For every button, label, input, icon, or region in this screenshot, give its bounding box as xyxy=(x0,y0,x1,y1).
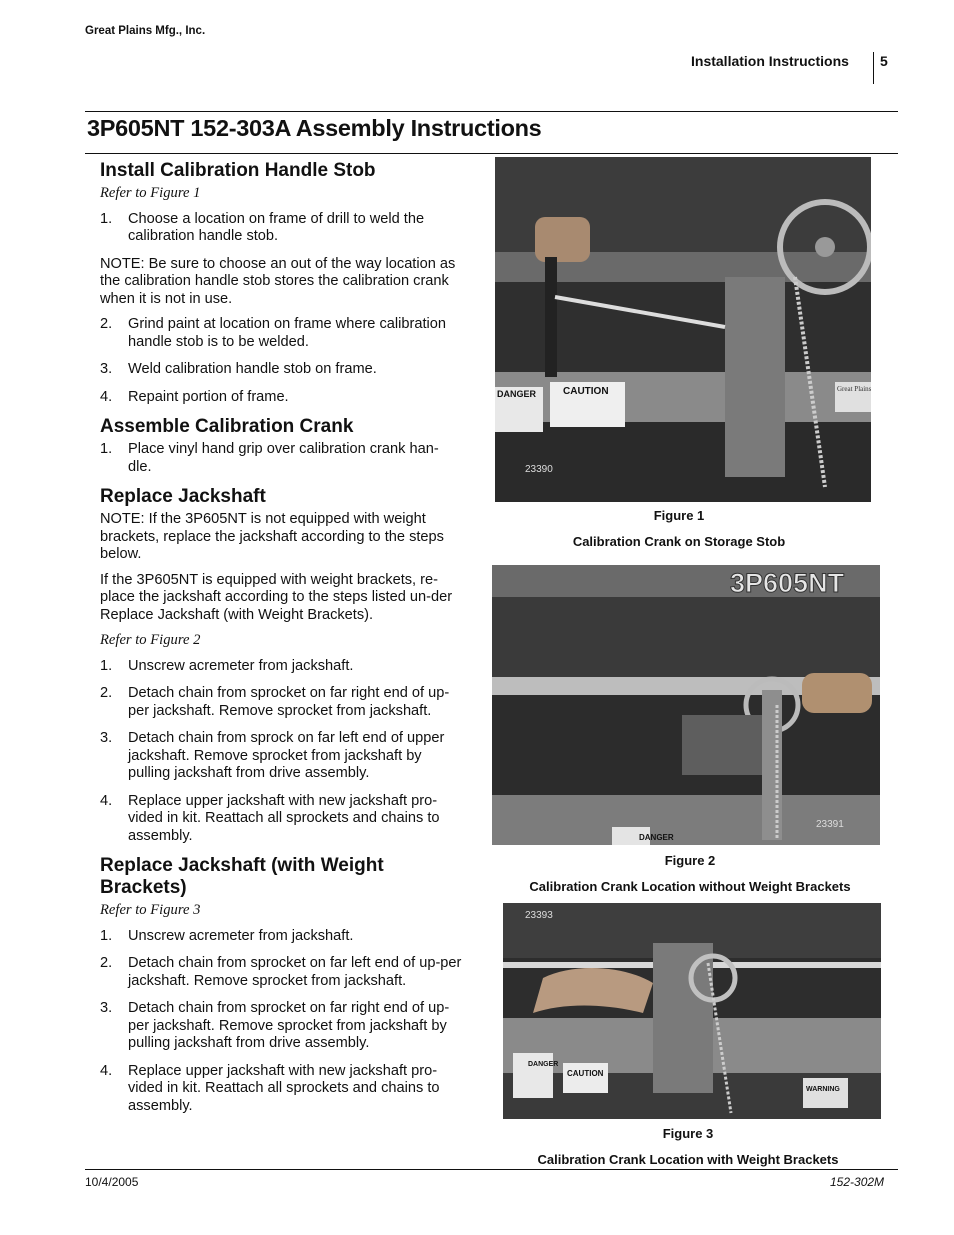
section-heading: Install Calibration Handle Stob xyxy=(100,160,376,181)
figure-1-caption: Calibration Crank on Storage Stob xyxy=(572,534,786,549)
step-text: Unscrew acremeter from jackshaft. xyxy=(128,657,354,674)
figure-reference: Refer to Figure 1 xyxy=(100,185,201,201)
company-name: Great Plains Mfg., Inc. xyxy=(85,25,206,37)
step-text: Grind paint at location on frame where calibration handle stob is to be welded. xyxy=(128,316,446,350)
step-item xyxy=(100,928,462,946)
running-header: Installation Instructions xyxy=(691,53,849,69)
step-number: 3. xyxy=(100,730,113,746)
figure-reference: Refer to Figure 3 xyxy=(100,902,201,918)
footer-date: 10/4/2005 xyxy=(85,1175,139,1189)
figure-2-model-decal: 3P605NT xyxy=(730,568,845,598)
step-number: 4. xyxy=(100,792,113,809)
step-text: Choose a location on frame of drill to weld the calibration handle stob. xyxy=(128,210,425,244)
step-number: 4. xyxy=(100,1062,113,1079)
step-item xyxy=(100,316,462,351)
figure-1-photo-id: 23390 xyxy=(525,464,553,475)
footer-rule xyxy=(85,1169,898,1170)
step-number: 3. xyxy=(100,361,113,377)
step-number: 1. xyxy=(100,927,113,944)
figure-2-photo xyxy=(492,565,880,845)
step-item xyxy=(100,1063,462,1116)
step-item xyxy=(100,211,462,246)
step-text: Replace upper jackshaft with new jackshaft pro-vided in kit. Reattach all sprockets and chains to assembly. xyxy=(128,1062,440,1114)
step-item xyxy=(100,361,462,379)
step-number: 1. xyxy=(100,657,113,674)
step-text: Replace upper jackshaft with new jackshaft pro-vided in kit. Reattach all sprockets and chains to assembly. xyxy=(128,792,440,844)
step-number: 4. xyxy=(100,388,113,405)
figure-3-label: Figure 3 xyxy=(662,1126,714,1141)
section-heading: Replace Jackshaft xyxy=(100,486,266,507)
step-text: Detach chain from sprock on far left end of upper jackshaft. Remove sprocket from jackshaft by pulling jackshaft from drive assembly. xyxy=(128,730,445,781)
figure-reference: Refer to Figure 2 xyxy=(100,632,201,648)
instructions-column xyxy=(100,160,462,1125)
step-item xyxy=(100,441,462,476)
figure-3-decal-warning: WARNING xyxy=(806,1086,840,1093)
step-list xyxy=(100,211,462,246)
step-list xyxy=(100,441,462,476)
step-number: 2. xyxy=(100,955,113,971)
step-text: Place vinyl hand grip over calibration crank han-dle. xyxy=(128,441,439,475)
step-text: Repaint portion of frame. xyxy=(128,388,289,405)
title-rule xyxy=(85,153,898,154)
figure-3-decal-caution: CAUTION xyxy=(567,1069,604,1078)
figure-1-label: Figure 1 xyxy=(653,508,705,523)
page-number-divider xyxy=(873,52,874,84)
page-title: 3P605NT 152-303A Assembly Instructions xyxy=(87,115,542,141)
figure-1-decal-danger: DANGER xyxy=(497,389,537,399)
step-item xyxy=(100,1000,462,1053)
section-heading: Assemble Calibration Crank xyxy=(100,416,354,437)
note: NOTE: If the 3P605NT is not equipped with weight brackets, replace the jackshaft according to the steps below. xyxy=(100,511,444,562)
step-text: Weld calibration handle stob on frame. xyxy=(128,361,377,377)
step-item xyxy=(100,730,462,783)
paragraph: If the 3P605NT is equipped with weight brackets, re-place the jackshaft according to the steps listed un-der Replace Jackshaft (with Weight Brackets). xyxy=(100,571,453,623)
step-number: 2. xyxy=(100,685,113,701)
step-item xyxy=(100,685,462,720)
header-rule xyxy=(85,111,898,112)
figure-2-caption: Calibration Crank Location without Weight Brackets xyxy=(529,879,851,894)
step-number: 1. xyxy=(100,441,113,457)
figure-1-decal-brand: Great Plains xyxy=(837,385,871,393)
figure-3-photo-id: 23393 xyxy=(525,910,553,921)
section-heading: Replace Jackshaft (with Weight Brackets) xyxy=(100,855,384,898)
figure-2-label: Figure 2 xyxy=(664,853,716,868)
figure-2-photo-id: 23391 xyxy=(816,819,844,830)
step-list xyxy=(100,316,462,406)
step-item xyxy=(100,955,462,990)
note: NOTE: Be sure to choose an out of the way location as the calibration handle stob stores the calibration crank when it is not in use. xyxy=(100,255,456,307)
step-number: 3. xyxy=(100,1000,113,1016)
step-item xyxy=(100,389,462,407)
figure-3-caption: Calibration Crank Location with Weight Brackets xyxy=(537,1152,839,1167)
step-text: Detach chain from sprocket on far left end of up-per jackshaft. Remove sprocket from jackshaft. xyxy=(128,955,462,989)
footer-doc-number: 152-302M xyxy=(830,1175,885,1189)
step-list xyxy=(100,928,462,1116)
step-number: 2. xyxy=(100,316,113,332)
figure-3-decal-danger: DANGER xyxy=(528,1061,559,1068)
figure-2-decal-danger: DANGER xyxy=(639,833,674,842)
step-list xyxy=(100,658,462,846)
step-item xyxy=(100,793,462,846)
step-text: Detach chain from sprocket on far right end of up-per jackshaft. Remove sprocket from jackshaft. xyxy=(128,685,450,719)
step-number: 1. xyxy=(100,210,113,227)
figure-3-photo xyxy=(503,903,881,1119)
page-number: 5 xyxy=(880,53,888,69)
step-text: Detach chain from sprocket on far right end of up-per jackshaft. Remove sprocket from jackshaft by pulling jackshaft from drive assembly. xyxy=(128,1000,450,1051)
figure-1-decal-caution: CAUTION xyxy=(563,386,609,397)
figure-1-photo xyxy=(495,157,871,502)
step-item xyxy=(100,658,462,676)
step-text: Unscrew acremeter from jackshaft. xyxy=(128,927,354,944)
